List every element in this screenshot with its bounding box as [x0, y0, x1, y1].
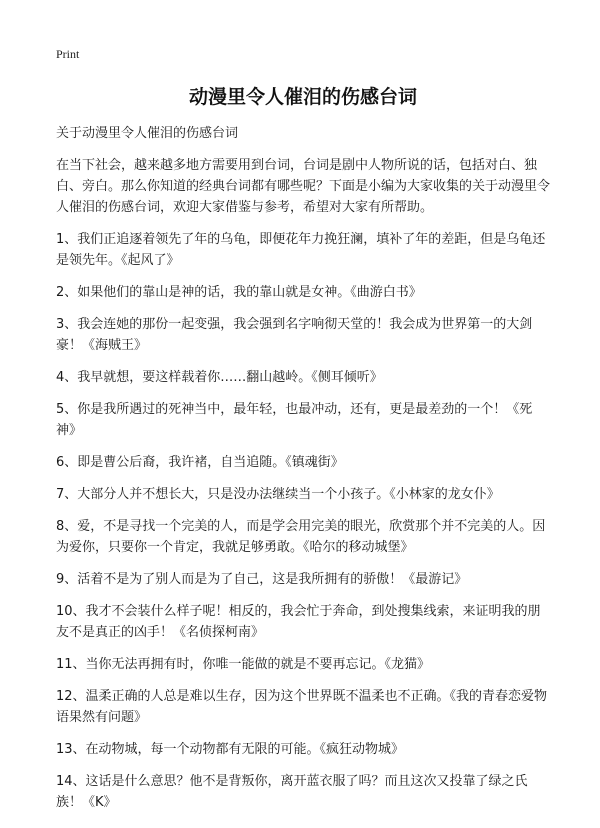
- quote-item-12: 12、温柔正确的人总是难以生存，因为这个世界既不温柔也不正确。《我的青春恋爱物语果然有问题》: [56, 689, 548, 725]
- quote-item-7: 7、大部分人并不想长大，只是没办法继续当一个小孩子。《小林家的龙女仆》: [56, 487, 500, 502]
- quote-item-9: 9、活着不是为了别人而是为了自己，这是我所拥有的骄傲！《最游记》: [56, 572, 468, 587]
- document-title: 动漫里令人催泪的伤感台词: [188, 86, 417, 108]
- quote-item-2: 2、如果他们的靠山是神的话，我的靠山就是女神。《曲游白书》: [56, 285, 422, 300]
- quote-item-5: 5、你是我所遇过的死神当中，最年轻，也最冲动，还有，更是最差劲的一个！《死神》: [56, 402, 533, 438]
- quote-item-6: 6、即是曹公后裔，我许褚，自当追随。《镇魂街》: [56, 455, 344, 470]
- quote-list: [56, 229, 550, 813]
- quote-item-10: 10、我才不会装什么样子呢！相反的，我会忙于奔命，到处搜集线索，来证明我的朋友不是真正的凶手！《名侦探柯南》: [56, 604, 541, 640]
- quote-item-4: 4、我早就想，要这样载着你……翻山越岭。《侧耳倾听》: [56, 370, 383, 385]
- intro-paragraph: 在当下社会，越来越多地方需要用到台词，台词是剧中人物所说的话，包括对白、独白、旁白。那么你知道的经典台词都有哪些呢？下面是小编为大家收集的关于动漫里令人催泪的伤感台词，欢迎大家借鉴与参考，希望对大家有所帮助。: [56, 158, 551, 215]
- print-label[interactable]: Print: [56, 47, 80, 61]
- quote-item-11: 11、当你无法再拥有时，你唯一能做的就是不要再忘记。《龙猫》: [56, 657, 431, 672]
- quote-item-8: 8、爱，不是寻找一个完美的人，而是学会用完美的眼光，欣赏那个并不完美的人。因为爱你，只要你一个肯定，我就足够勇敢。《哈尔的移动城堡》: [56, 519, 546, 555]
- quote-item-13: 13、在动物城，每一个动物都有无限的可能。《疯狂动物城》: [56, 742, 405, 757]
- quote-item-3: 3、我会连她的那份一起变强，我会强到名字响彻天堂的！我会成为世界第一的大剑豪！《海贼王》: [56, 317, 533, 353]
- document-subtitle: 关于动漫里令人催泪的伤感台词: [56, 126, 239, 141]
- quote-item-1: 1、我们正追逐着领先了年的乌龟，即便花年力挽狂澜，填补了年的差距，但是乌龟还是领先年。《起风了》: [56, 232, 546, 268]
- quote-item-14: 14、这话是什么意思？他不是背叛你，离开蓝衣服了吗？而且这次又投靠了绿之氏族！《K》: [56, 774, 528, 810]
